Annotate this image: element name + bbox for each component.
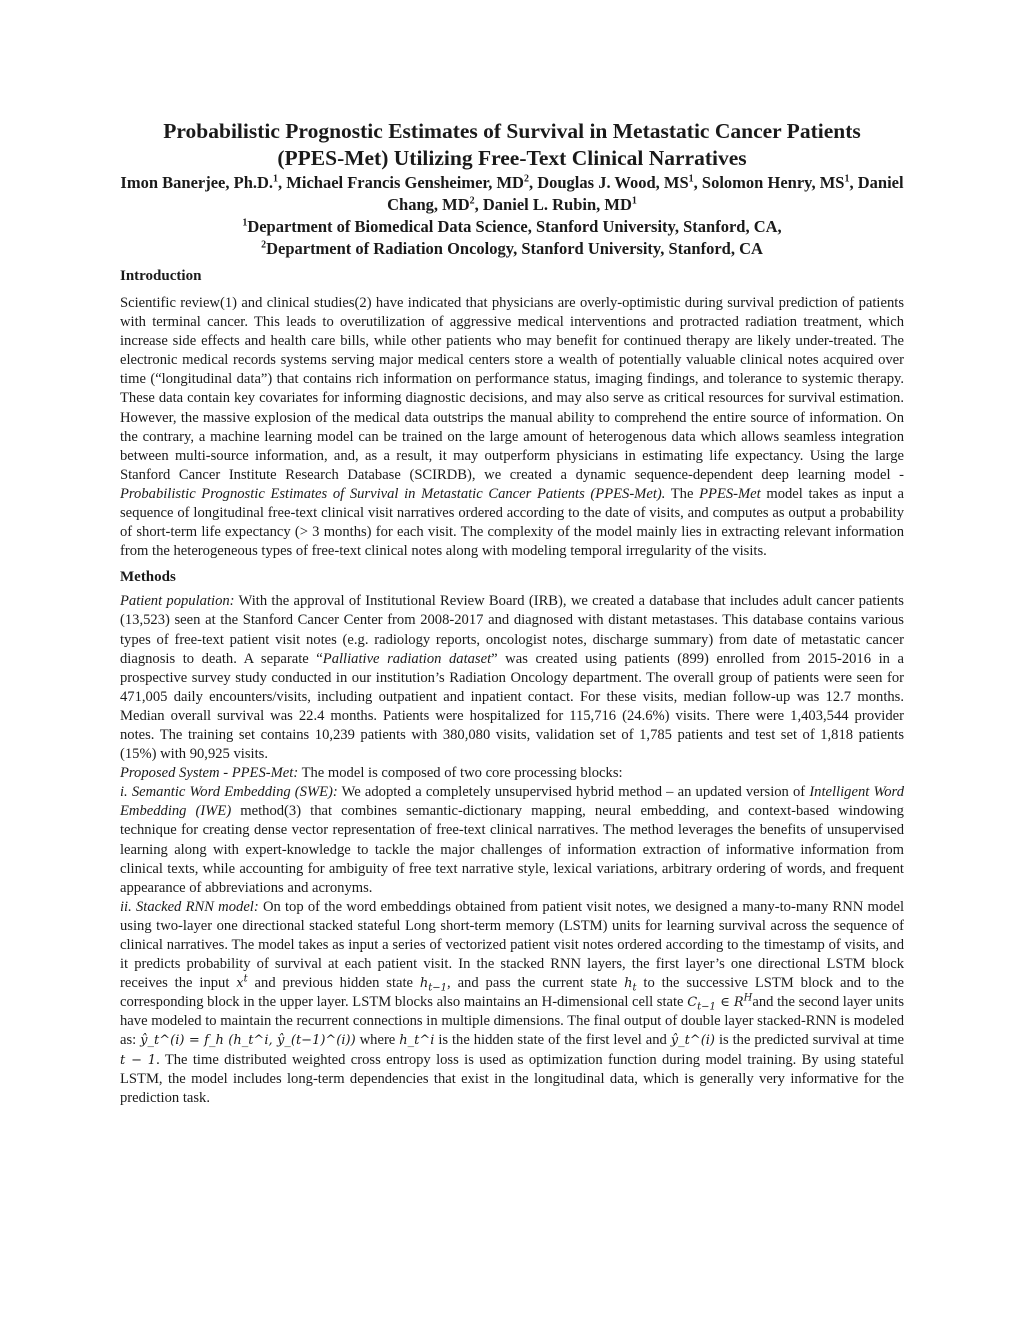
math-hidden-current (624, 976, 637, 994)
text-run: is the predicted survival at time (715, 1032, 904, 1049)
model-name-italic: Probabilistic Prognostic Estimates of Survival in Metastatic Cancer Patients (PPES-Met). (120, 485, 666, 502)
affiliation-1: Department of Biomedical Data Science, Stanford University, Stanford, CA, (247, 217, 782, 236)
author-name: , Douglas J. Wood, MS (528, 173, 689, 192)
model-abbrev-italic: PPES-Met (699, 485, 761, 502)
text-run: With the approval of Institutional Review Board (IRB), we created a database that includes adult cancer patients (13,523) seen at the Stanford Cancer Center from 2008-2017 and diagnosed with distant metastases. This database contains various types of free-text patient visit notes (e.g. radiology reports, oncologist notes, discharge summary) from date of metastatic cancer diagnosis to death. A separate “ (120, 593, 904, 667)
math-hidden-prev (419, 976, 448, 994)
text-run: method(3) that combines semantic-dictionary mapping, neural embedding, and context-based windowing technique for creating dense vector representation of free-text clinical narratives. The method leverages the benefits of unsupervised learning along with expert-knowledge to tackle the major challenges of information extraction of informative information from clinical texts, while accounting for ambiguity of free text narrative style, lexical variations, arbitrary ordering of words, and frequent appearance of abbreviations and acronyms. (120, 803, 904, 896)
math-input-xt (236, 973, 248, 992)
math-time: t − 1 (120, 1052, 157, 1068)
text-run: The (665, 485, 700, 502)
text-run: The model is composed of two core processing blocks: (298, 765, 623, 782)
author-name: , Solomon Henry, MS (693, 173, 845, 192)
author-affil-mark: 1 (273, 173, 279, 185)
text-run: model takes as input a sequence of longitudinal free-text clinical visit narratives ordered according to the date of visits, and computes as output a probability of short-term life expectancy (> 3 months) for each visit. The complexity of the model mainly lies in extracting relevant information from the heterogeneous types of free-text clinical notes along with modeling temporal irregularity of the visits. (120, 485, 905, 560)
math-symbol: C (687, 995, 698, 1011)
author-name: , Daniel Chang, MD (387, 173, 904, 214)
text-run: is the hidden state of the first level and (434, 1032, 671, 1049)
title-line-1: Probabilistic Prognostic Estimates of Survival in Metastatic Cancer Patients (163, 119, 861, 143)
math-cell-state (687, 992, 753, 1013)
affiliation-mark: 1 (242, 217, 248, 229)
author-name: , Daniel L. Rubin, MD (474, 195, 632, 214)
method-name-italic: Intelligent Word Embedding (IWE) (120, 784, 904, 820)
text-run: and previous hidden state (247, 975, 420, 992)
author-affil-mark: 1 (631, 195, 637, 207)
text-run: , and pass the current state (447, 975, 625, 992)
math-superscript: H (743, 992, 753, 1004)
math-symbol: R (733, 995, 744, 1011)
math-output-equation: ŷ_t^(i) = f_h (h_t^i, ŷ_(t−1)^(i)) (140, 1033, 356, 1049)
paper-title (120, 118, 904, 172)
subsection-label: ii. Stacked RNN model: (120, 898, 259, 915)
methods-swe-paragraph (120, 783, 904, 898)
subsection-label: Patient population: (120, 593, 235, 610)
text-run: We adopted a completely unsupervised hybrid method – an updated version of (337, 784, 810, 801)
affiliation-2: Department of Radiation Oncology, Stanford University, Stanford, CA (266, 239, 763, 258)
author-list (120, 172, 904, 216)
math-symbol: h (419, 976, 429, 992)
page-content (120, 118, 904, 1108)
dataset-name-italic: Palliative radiation dataset (322, 650, 492, 667)
introduction-paragraph (120, 294, 904, 561)
text-run: ” was created using patients (899) enrolled from 2015-2016 in a prospective survey study conducted in our institution’s Radiation Oncology department. The overall group of patients were seen for 471,005 daily encounters/visits, including outpatient and inpatient contact. For these visits, median follow-up was 12.7 months. Median overall survival was 22.4 months. Patients were hospitalized for 115,716 (24.6%) visits. There were 1,403,544 provider notes. The training set contains 10,239 patients with 380,080 visits, validation set of 1,785 patients and test set of 1,818 patients (15%) with 90,925 visits. (120, 650, 904, 763)
methods-stacked-rnn-paragraph (120, 898, 904, 1108)
math-subscript: t−1 (697, 1001, 716, 1013)
math-symbol: x (236, 976, 244, 992)
author-affil-mark: 1 (844, 173, 850, 185)
math-subscript: t−1 (428, 982, 448, 994)
text-run: where (355, 1032, 400, 1049)
subsection-label: i. Semantic Word Embedding (SWE): (120, 784, 338, 801)
math-superscript: t (243, 973, 248, 985)
math-hidden-first-level: h_t^i (399, 1033, 435, 1049)
section-heading-methods: Methods (120, 569, 176, 586)
author-affil-mark: 1 (688, 173, 694, 185)
affiliation-list (120, 216, 904, 260)
math-operator: ∈ (715, 995, 734, 1011)
section-heading-introduction: Introduction (120, 268, 202, 284)
subsection-label: Proposed System - PPES-Met: (120, 765, 299, 782)
math-symbol: h (624, 976, 633, 992)
text-run: On top of the word embeddings obtained from patient visit notes, we designed a many-to-many RNN model using two-layer one directional stacked stateful Long short-term memory (LSTM) units for learning survival across the sequence of clinical narratives. The model takes as input a series of vectorized patient visit notes ordered according to the timestamp of visits, and it predicts probability of survival at each patient visit. In the stacked RNN layers, the first layer’s one directional LSTM block receives the input (120, 898, 904, 992)
methods-proposed-system-paragraph (120, 764, 904, 783)
author-name: Imon Banerjee, Ph.D. (120, 173, 274, 192)
text-run: to the successive LSTM block and to the corresponding block in the upper layer. LSTM blocks also maintains an H-dimensional cell state (120, 975, 904, 1011)
text-run: and the second layer units have modeled to maintain the recurrent connections in multiple dimensions. The final output of double layer stacked-RNN is modeled as: (120, 994, 904, 1049)
text-run: . The time distributed weighted cross entropy loss is used as optimization function during model training. By using stateful LSTM, the model includes long-term dependencies that exist in the longitudinal data, which is generally very informative for the prediction task. (120, 1051, 904, 1106)
text-run: Scientific review(1) and clinical studies(2) have indicated that physicians are overly-optimistic during survival prediction of patients with terminal cancer. This leads to overutilization of aggressive medical interventions and protracted radiation treatment, which increase side effects and health care bills, while other patients who may benefit for continued therapy are likely under-treated. The electronic medical records systems serving major medical centers store a wealth of potentially valuable clinical notes acquired over time (“longitudinal data”) that contains rich information on performance status, imaging findings, and tolerance to systemic therapy. These data contain key covariates for informing diagnostic decisions, and may also serve as critical resources for survival estimation. However, the massive explosion of the medical data outstrips the manual ability to comprehend the entire source of information. On the contrary, a machine learning model can be trained on the large amount of heterogenous data which allows seamless integration between multi-source information, and, as a result, it may outperform physicians in estimating life expectancy. Using the large Stanford Cancer Institute Research Database (SCIRDB), we created a dynamic sequence-dependent deep learning model - (120, 295, 904, 483)
affiliation-mark: 2 (261, 239, 267, 251)
math-subscript: t (632, 982, 637, 994)
math-predicted-survival: ŷ_t^(i) (670, 1033, 715, 1049)
author-affil-mark: 2 (469, 195, 475, 207)
methods-patient-population-paragraph (120, 592, 904, 764)
author-affil-mark: 2 (523, 173, 529, 185)
author-name: , Michael Francis Gensheimer, MD (278, 173, 524, 192)
title-line-2: (PPES-Met) Utilizing Free-Text Clinical Narratives (277, 146, 747, 170)
